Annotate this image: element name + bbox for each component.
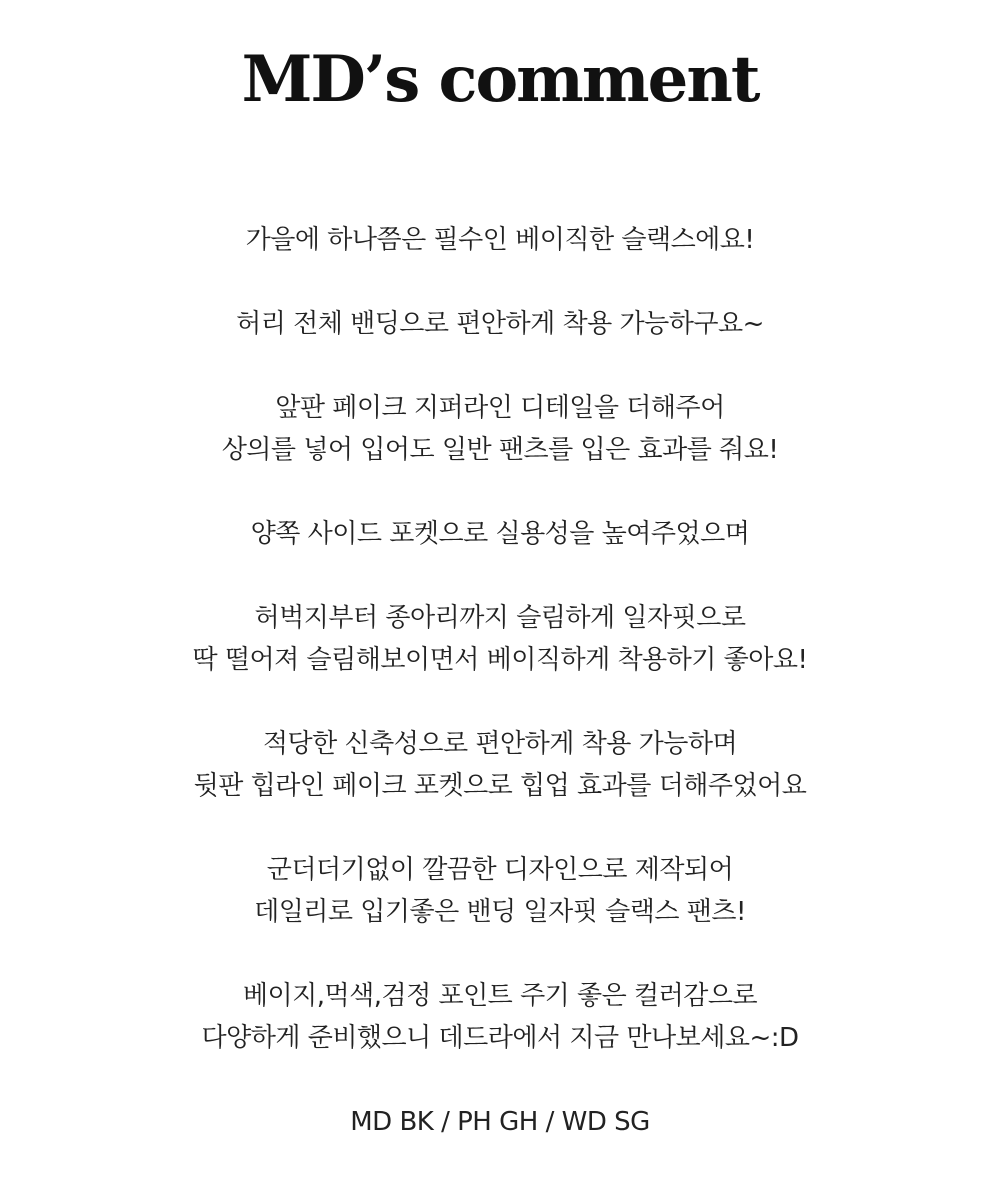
- comment-line: 양쪽 사이드 포켓으로 실용성을 높여주었으며: [250, 519, 750, 549]
- comment-paragraph: [0, 387, 1000, 471]
- comment-line: 뒷판 힙라인 페이크 포켓으로 힙업 효과를 더해주었어요: [193, 771, 807, 801]
- comment-line: 허리 전체 밴딩으로 편안하게 착용 가능하구요~: [236, 309, 764, 339]
- comment-paragraph: [0, 303, 1000, 345]
- comment-paragraph: [0, 975, 1000, 1059]
- md-comment-body: [0, 219, 1000, 1143]
- comment-line: 앞판 페이크 지퍼라인 디테일을 더해주어: [275, 393, 725, 423]
- comment-line: 상의를 넣어 입어도 일반 팬츠를 입은 효과를 줘요!: [221, 435, 779, 465]
- comment-paragraph: [0, 849, 1000, 933]
- comment-paragraph: [0, 597, 1000, 681]
- comment-line: 군더더기없이 깔끔한 디자인으로 제작되어: [266, 855, 734, 885]
- comment-paragraph: [0, 219, 1000, 261]
- comment-line: 데일리로 입기좋은 밴딩 일자핏 슬랙스 팬츠!: [254, 897, 746, 927]
- staff-credit: MD BK / PH GH / WD SG: [350, 1107, 650, 1137]
- comment-line: 딱 떨어져 슬림해보이면서 베이직하게 착용하기 좋아요!: [192, 645, 808, 675]
- comment-paragraph: [0, 513, 1000, 555]
- comment-line: 허벅지부터 종아리까지 슬림하게 일자핏으로: [254, 603, 746, 633]
- comment-line: 다양하게 준비했으니 데드라에서 지금 만나보세요~:D: [201, 1023, 799, 1053]
- comment-paragraph: [0, 723, 1000, 807]
- comment-line: 적당한 신축성으로 편안하게 착용 가능하며: [262, 729, 738, 759]
- comment-line: 베이지,먹색,검정 포인트 주기 좋은 컬러감으로: [242, 981, 758, 1011]
- comment-line: 가을에 하나쯤은 필수인 베이직한 슬랙스에요!: [245, 225, 755, 255]
- page-title: MD’s comment: [241, 42, 759, 117]
